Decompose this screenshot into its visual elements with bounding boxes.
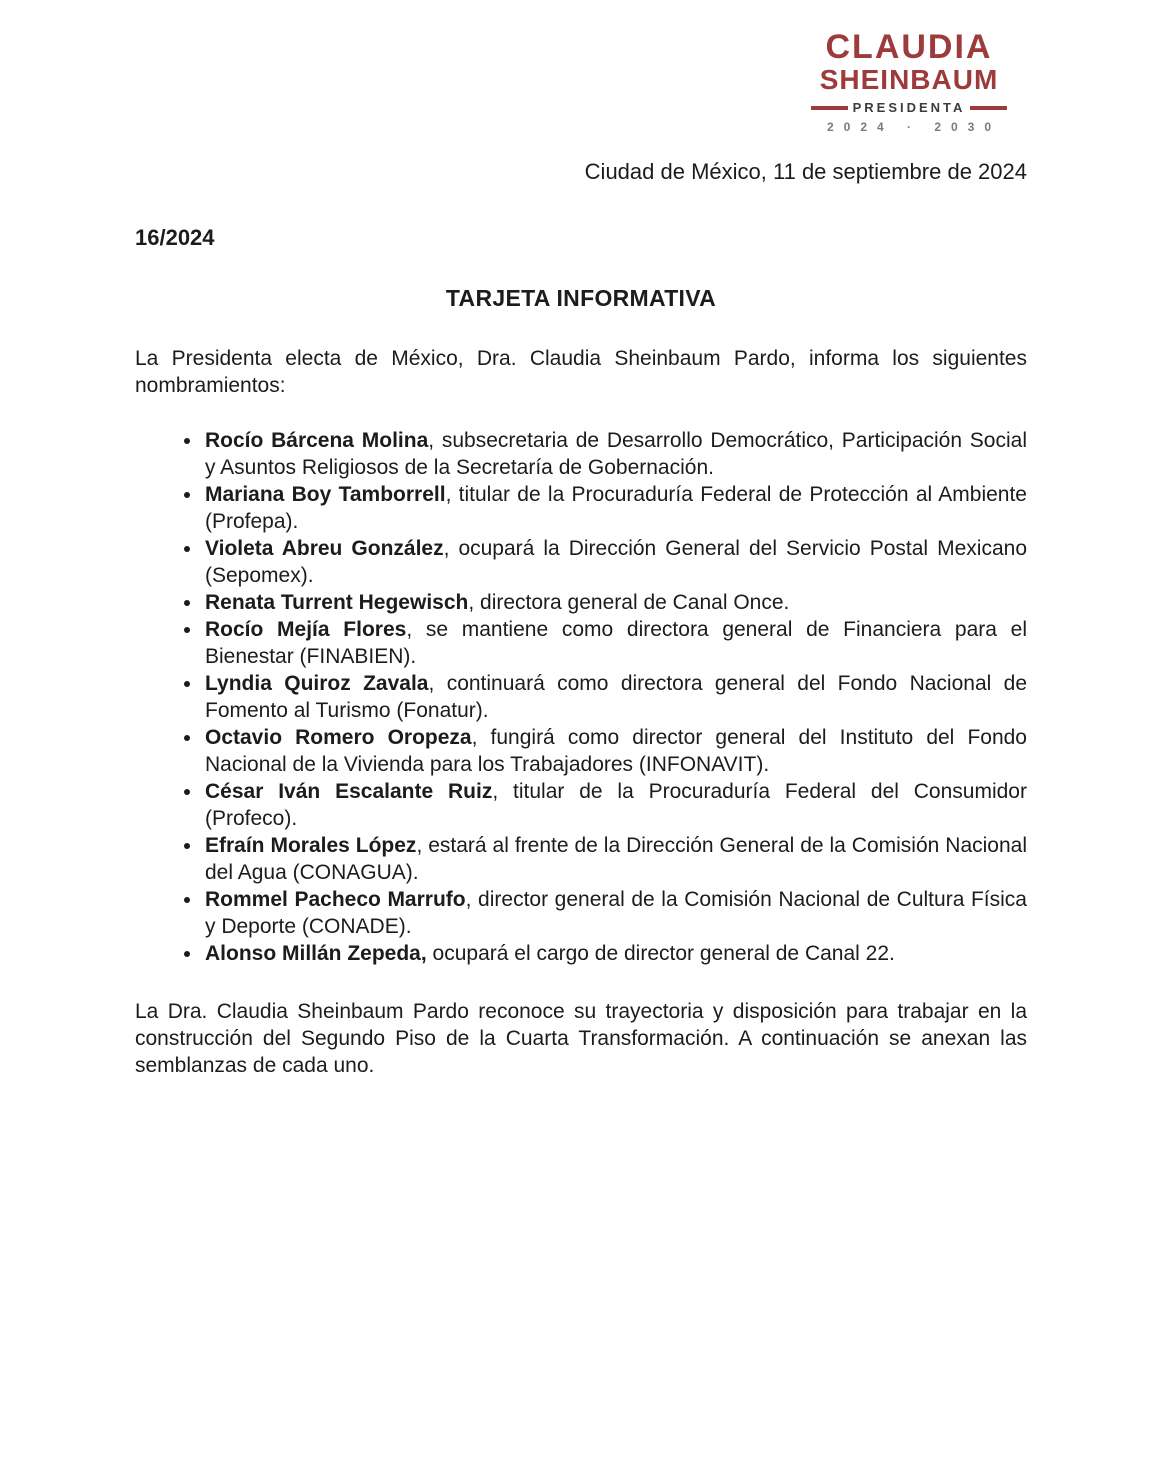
appointment-description: , fungirá como director general del Instituto del Fondo Nacional de la Vivienda para los Trabajadores (INFONAVIT). (205, 726, 1027, 776)
appointment-item (203, 481, 1027, 535)
appointment-item (203, 616, 1027, 670)
appointment-item (203, 724, 1027, 778)
closing-paragraph: La Dra. Claudia Sheinbaum Pardo reconoce su trayectoria y disposición para trabajar en la construcción del Segundo Piso de la Cuarta Transformación. A continuación se anexan las semblanzas de cada uno. (135, 1000, 1027, 1077)
logo-rule-left (811, 106, 848, 110)
appointee-name: Rocío Mejía Flores (205, 618, 407, 641)
document-title: TARJETA INFORMATIVA (445, 285, 717, 311)
appointee-name: Efraín Morales López (205, 834, 417, 857)
logo-name-line2: SHEINBAUM (819, 64, 999, 95)
dateline: Ciudad de México, 11 de septiembre de 2024 (584, 159, 1027, 184)
appointee-name: Rocío Bárcena Molina (205, 429, 429, 452)
appointment-description: , ocupará la Dirección General del Servicio Postal Mexicano (Sepomex). (205, 537, 1027, 587)
appointment-item (203, 832, 1027, 886)
appointment-description: , director general de la Comisión Nacional de Cultura Física y Deporte (CONADE). (205, 888, 1027, 938)
appointee-name: Violeta Abreu González (205, 537, 444, 560)
appointments-list (135, 427, 1027, 967)
appointment-item (203, 670, 1027, 724)
logo-rule-right (970, 106, 1007, 110)
appointee-name: Mariana Boy Tamborrell (205, 483, 446, 506)
appointment-description: , titular de la Procuraduría Federal de Protección al Ambiente (Profepa). (205, 483, 1027, 533)
logo-presidenta-label: PRESIDENTA (852, 100, 966, 115)
claudia-sheinbaum-logo (811, 30, 1007, 134)
logo-years-label: 2024 · 2030 (826, 120, 1002, 134)
appointee-name: Octavio Romero Oropeza (205, 726, 472, 749)
logo-name-line1: CLAUDIA (825, 28, 993, 66)
appointee-name: Renata Turrent Hegewisch (205, 591, 469, 614)
logo-presidenta-row (811, 100, 1007, 115)
appointment-item (203, 535, 1027, 589)
appointment-description: , continuará como directora general del Fondo Nacional de Fomento al Turismo (Fonatur). (205, 672, 1028, 722)
appointment-item (203, 940, 1027, 967)
appointment-item (203, 589, 1027, 616)
appointee-name: Rommel Pacheco Marrufo (205, 888, 466, 911)
appointment-description: , estará al frente de la Dirección General de la Comisión Nacional del Agua (CONAGUA). (205, 834, 1027, 884)
appointment-item (203, 427, 1027, 481)
appointment-description: , titular de la Procuraduría Federal del Consumidor (Profeco). (205, 780, 1027, 830)
appointee-name: César Iván Escalante Ruiz (205, 780, 493, 803)
appointment-item (203, 778, 1027, 832)
appointment-description: , subsecretaria de Desarrollo Democrático, Participación Social y Asuntos Religiosos de la Secretaría de Gobernación. (205, 429, 1027, 479)
appointee-name: Lyndia Quiroz Zavala (205, 672, 429, 695)
appointment-description: , directora general de Canal Once. (468, 591, 790, 614)
document-number: 16/2024 (135, 225, 215, 250)
appointee-name: Alonso Millán Zepeda, (205, 942, 427, 965)
appointment-item (203, 886, 1027, 940)
appointment-description: ocupará el cargo de director general de Canal 22. (426, 942, 895, 965)
appointment-description: , se mantiene como directora general de Financiera para el Bienestar (FINABIEN). (205, 618, 1028, 668)
intro-paragraph: La Presidenta electa de México, Dra. Claudia Sheinbaum Pardo, informa los siguientes nombramientos: (135, 347, 1027, 397)
